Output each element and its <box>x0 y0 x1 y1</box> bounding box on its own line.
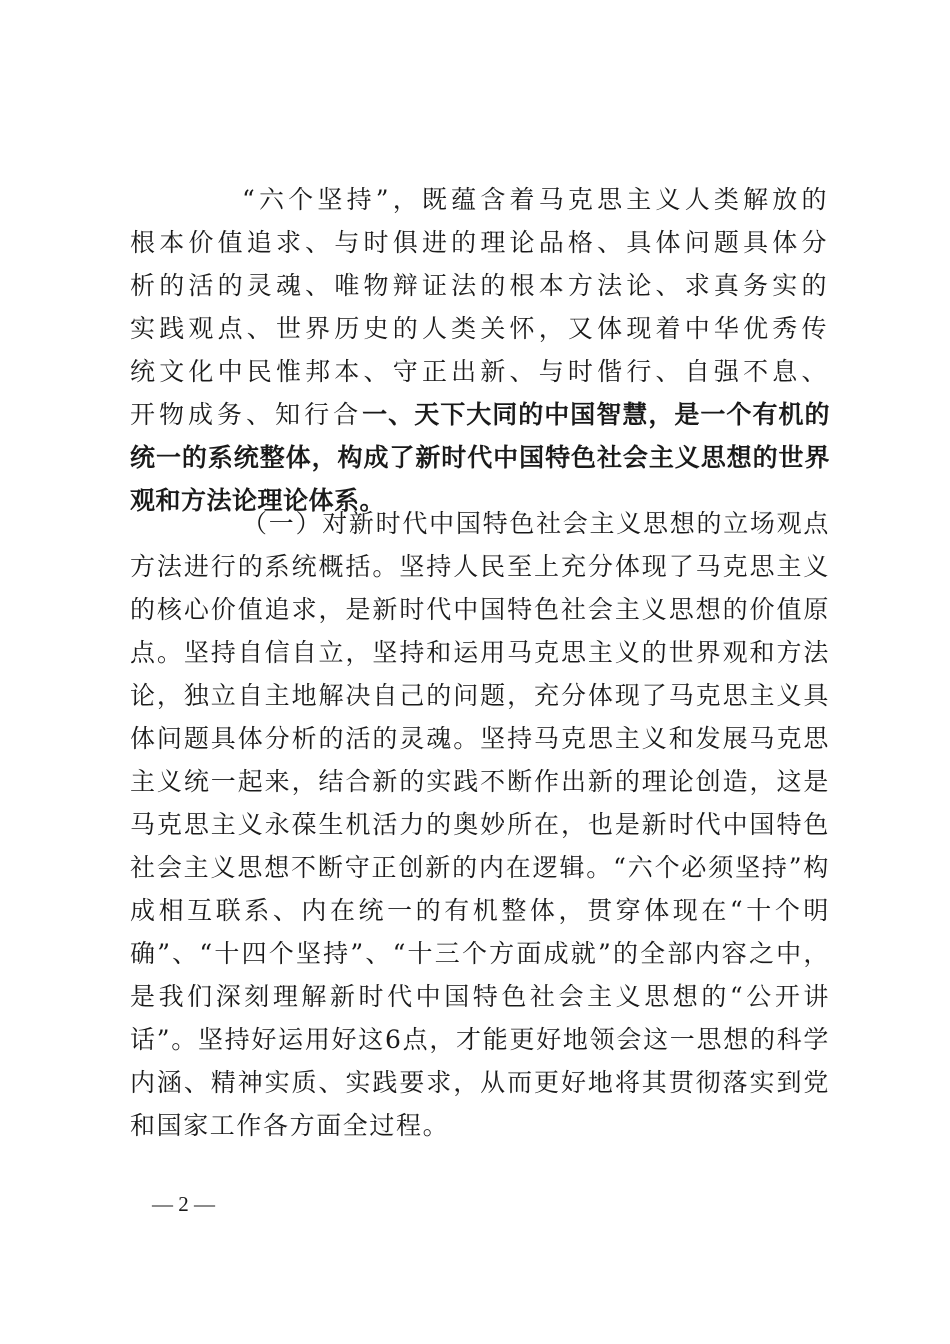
page-number: — 2 — <box>152 1192 215 1216</box>
paragraph-2 <box>130 502 830 1147</box>
paragraph-1-normal-text: “六个坚持”，既蕴含着马克思主义人类解放的根本价值追求、与时俱进的理论品格、具体问题具体分析的活的灵魂、唯物辩证法的根本方法论、求真务实的实践观点、世界历史的人类关怀，又体现着中华优秀传统文化中民惟邦本、守正出新、与时偕行、自强不息、开物成务、知行合 <box>130 185 830 429</box>
paragraph-2-body: （一）对新时代中国特色社会主义思想的立场观点方法进行的系统概括。坚持人民至上充分体现了马克思主义的核心价值追求，是新时代中国特色社会主义思想的价值原点。坚持自信自立，坚持和运用马克思主义的世界观和方法论，独立自主地解决自己的问题，充分体现了马克思主义具体问题具体分析的活的灵魂。坚持马克思主义和发展马克思主义统一起来，结合新的实践不断作出新的理论创造，这是马克思主义永葆生机活力的奥妙所在，也是新时代中国特色社会主义思想不断守正创新的内在逻辑。“六个必须坚持”构成相互联系、内在统一的有机整体，贯穿体现在“十个明确”、“十四个坚持”、“十三个方面成就”的全部内容之中，是我们深刻理解新时代中国特色社会主义思想的“公开讲话”。坚持好运用好这6点，才能更好地领会这一思想的科学内涵、精神实质、实践要求，从而更好地将其贯彻落实到党和国家工作各方面全过程。 <box>130 509 830 1140</box>
paragraph-1 <box>130 178 830 522</box>
paragraph-1-bold-text: 一、天下大同的中国智慧，是一个有机的统一的系统整体，构成了新时代中国特色社会主义思想的世界观和方法论理论体系。 <box>130 400 830 515</box>
paragraph-1-body <box>130 178 830 522</box>
